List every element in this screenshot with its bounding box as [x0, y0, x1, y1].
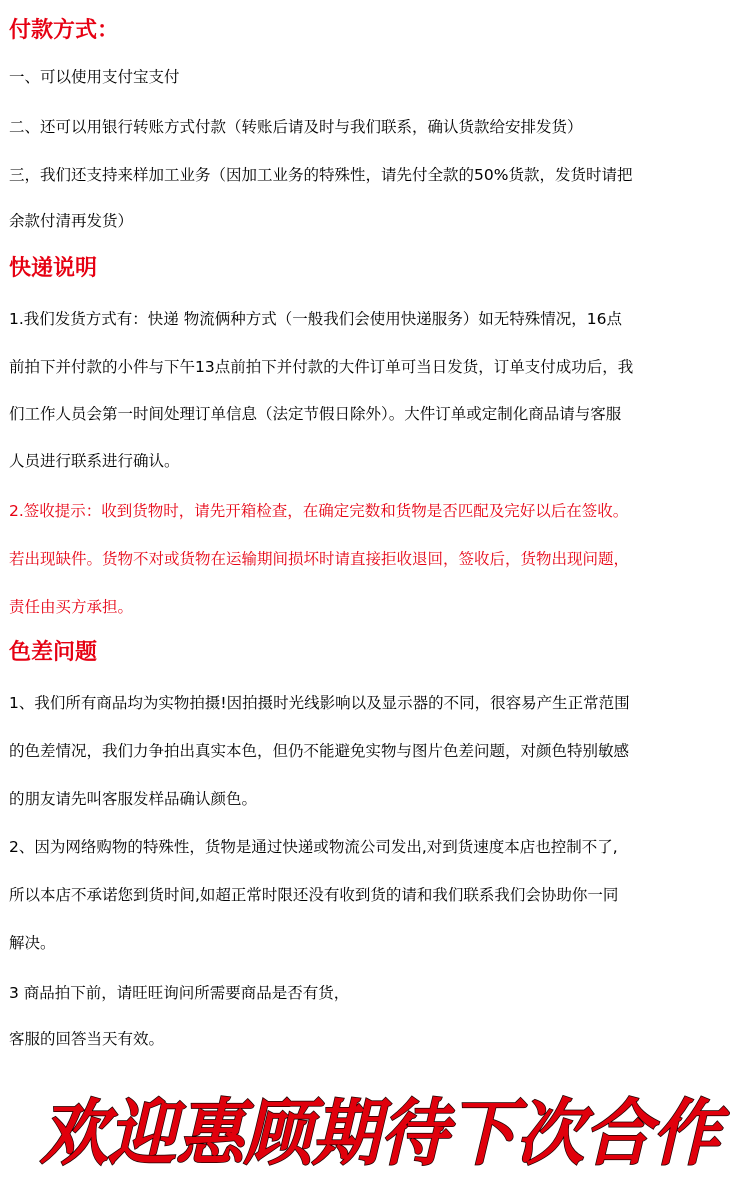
shipping-heading: 快递说明: [9, 256, 98, 281]
shipping-notice-line-3: 责任由买方承担。: [9, 598, 134, 616]
shipping-line-3: 们工作人员会第一时间处理订单信息（法定节假日除外）。大件订单或定制化商品请与客服: [9, 405, 622, 423]
color-line-8: 客服的回答当天有效。: [9, 1030, 165, 1048]
payment-line-1: 一、可以使用支付宝支付: [9, 68, 180, 86]
shipping-line-1: 1.我们发货方式有：快递 物流俩种方式（一般我们会使用快递服务）如无特殊情况，16点: [9, 310, 622, 328]
shipping-line-2: 前拍下并付款的小件与下午13点前拍下并付款的大件订单可当日发货，订单支付成功后，我: [9, 358, 634, 376]
color-heading: 色差问题: [9, 640, 98, 665]
payment-line-4: 余款付清再发货）: [9, 212, 134, 230]
color-line-3: 的朋友请先叫客服发样品确认颜色。: [9, 790, 258, 808]
color-line-4: 2、因为网络购物的特殊性，货物是通过快递或物流公司发出,对到货速度本店也控制不了,: [9, 838, 618, 856]
payment-heading: 付款方式：: [9, 18, 120, 43]
color-line-5: 所以本店不承诺您到货时间,如超正常时限还没有收到货的请和我们联系我们会协助你一同: [9, 886, 619, 904]
color-line-2: 的色差情况，我们力争拍出真实本色，但仍不能避免实物与图片色差问题，对颜色特别敏感: [9, 742, 630, 760]
shipping-notice-line-1: 2.签收提示：收到货物时，请先开箱检查，在确定完数和货物是否匹配及完好以后在签收。: [9, 502, 629, 520]
color-line-6: 解决。: [9, 934, 56, 952]
shipping-line-4: 人员进行联系进行确认。: [9, 452, 180, 470]
shipping-notice-line-2: 若出现缺件。货物不对或货物在运输期间损坏时请直接拒收退回，签收后，货物出现问题，: [9, 550, 630, 568]
payment-line-3: 三，我们还支持来样加工业务（因加工业务的特殊性，请先付全款的50%货款，发货时请把: [9, 166, 633, 184]
payment-line-2: 二、还可以用银行转账方式付款（转账后请及时与我们联系，确认货款给安排发货）: [9, 118, 583, 136]
welcome-banner: [30, 1082, 730, 1182]
welcome-banner-text: 欢迎惠顾期待下次合作: [40, 1090, 730, 1175]
color-line-7: 3 商品拍下前，请旺旺询问所需要商品是否有货，: [9, 984, 350, 1002]
color-line-1: 1、我们所有商品均为实物拍摄!因拍摄时光线影响以及显示器的不同，很容易产生正常范围: [9, 694, 630, 712]
